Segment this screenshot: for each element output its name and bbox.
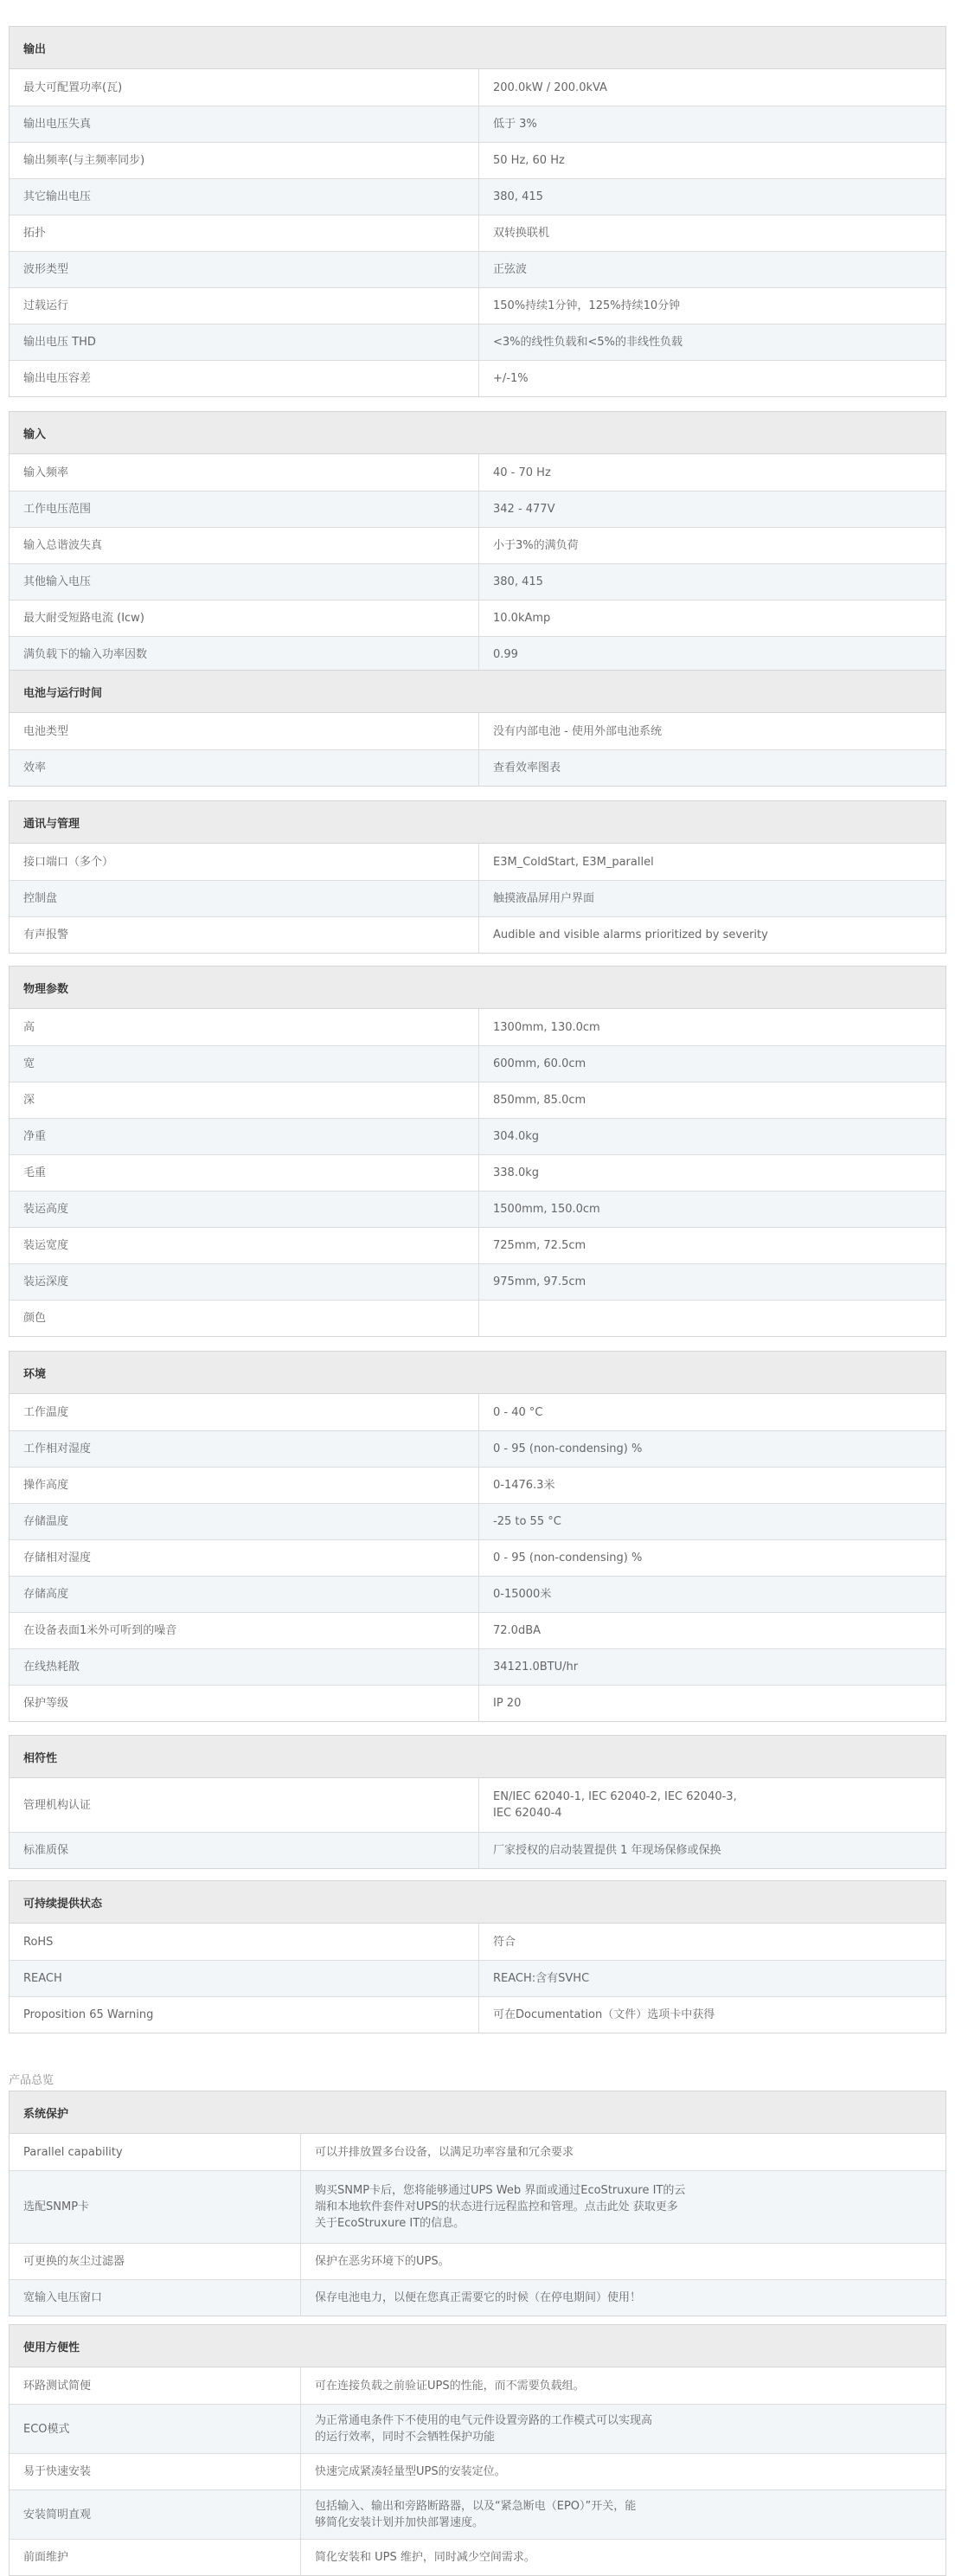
spec-label: 存储温度	[23, 1515, 69, 1528]
spec-value: 可在连接负载之前验证UPS的性能，而不需要负载组。	[315, 2379, 585, 2393]
spec-value-cell	[479, 601, 945, 636]
spec-label-cell	[10, 1119, 479, 1154]
spec-value: 没有内部电池 - 使用外部电池系统	[493, 724, 662, 738]
spec-row	[10, 1924, 945, 1960]
overview-label: 产品总览	[9, 2074, 54, 2087]
spec-label: 输出频率(与主频率同步)	[23, 154, 145, 167]
spec-label: RoHS	[23, 1935, 54, 1949]
spec-value: 厂家授权的启动装置提供 1 年现场保修或保换	[493, 1844, 721, 1857]
spec-value: IP 20	[493, 1697, 522, 1710]
spec-row	[10, 2170, 945, 2243]
spec-label: 最大可配置功率(瓦)	[23, 80, 123, 94]
specs-section-4	[9, 966, 946, 1337]
spec-row	[10, 1227, 945, 1263]
spec-label: 工作相对湿度	[23, 1442, 92, 1455]
specs-section-0	[9, 26, 946, 397]
spec-value: 0 - 95 (non-condensing) %	[493, 1442, 643, 1455]
spec-row	[10, 600, 945, 636]
spec-label: 操作高度	[23, 1479, 69, 1492]
spec-row	[10, 1430, 945, 1467]
section-title: 使用方便性	[10, 2325, 945, 2367]
spec-row	[10, 1191, 945, 1227]
spec-label-cell	[10, 288, 479, 324]
spec-row	[10, 1394, 945, 1430]
spec-value-cell	[479, 750, 945, 786]
spec-label: Parallel capability	[23, 2145, 123, 2159]
spec-row	[10, 1685, 945, 1721]
spec-value-cell	[479, 1468, 945, 1503]
spec-label-cell	[10, 2280, 301, 2316]
spec-row	[10, 1832, 945, 1868]
spec-value: 1300mm, 130.0cm	[493, 1020, 600, 1034]
spec-row	[10, 287, 945, 324]
specs-section-3	[9, 800, 946, 954]
spec-label: 波形类型	[23, 263, 69, 276]
spec-row	[10, 1612, 945, 1648]
spec-label: 工作温度	[23, 1405, 69, 1419]
spec-value-cell	[479, 1192, 945, 1227]
spec-row	[10, 1045, 945, 1082]
spec-row	[10, 880, 945, 916]
spec-value: 0.99	[493, 648, 518, 661]
spec-label-cell	[10, 1046, 479, 1082]
spec-row	[10, 844, 945, 880]
spec-value-cell	[301, 2367, 945, 2404]
spec-label-cell	[10, 528, 479, 563]
spec-row	[10, 1996, 945, 2033]
spec-label: 输入频率	[23, 466, 69, 479]
spec-value: EN/IEC 62040-1, IEC 62040-2, IEC 62040-3, IEC 62040-4	[493, 1790, 737, 1820]
spec-row	[10, 1009, 945, 1045]
spec-value-cell	[301, 2490, 945, 2539]
spec-row	[10, 1648, 945, 1685]
spec-row	[10, 563, 945, 600]
spec-row	[10, 1503, 945, 1539]
spec-value: 40 - 70 Hz	[493, 466, 551, 479]
spec-label-cell	[10, 1686, 479, 1721]
spec-value: 小于3%的满负荷	[493, 539, 579, 552]
spec-label: 其它输出电压	[23, 190, 92, 203]
spec-value-cell	[479, 1046, 945, 1082]
section-title: 物理参数	[10, 967, 945, 1009]
spec-value: 0-1476.3米	[493, 1479, 555, 1492]
spec-value: 304.0kg	[493, 1130, 539, 1143]
spec-label-cell	[10, 1431, 479, 1467]
spec-value: 保存电池电力，以便在您真正需要它的时候（在停电期间）使用！	[315, 2291, 642, 2304]
spec-label: 装运高度	[23, 1203, 69, 1216]
spec-row	[10, 1154, 945, 1191]
spec-row	[10, 360, 945, 396]
spec-value-cell	[301, 2540, 945, 2575]
spec-label: 标准质保	[23, 1844, 69, 1857]
spec-row	[10, 2367, 945, 2404]
spec-label: 净重	[23, 1130, 47, 1143]
spec-value-cell	[479, 1997, 945, 2033]
spec-label: 电池类型	[23, 724, 69, 738]
spec-value-cell	[479, 1264, 945, 1300]
section-title: 相符性	[10, 1736, 945, 1778]
spec-label-cell	[10, 1613, 479, 1648]
spec-row	[10, 1118, 945, 1154]
spec-label: 在线热耗散	[23, 1661, 80, 1673]
spec-label-cell	[10, 750, 479, 786]
spec-label-cell	[10, 179, 479, 215]
spec-row	[10, 454, 945, 491]
spec-row	[10, 215, 945, 251]
spec-value: 150%持续1分钟，125%持续10分钟	[493, 299, 681, 312]
spec-value: 购买SNMP卡后，您将能够通过UPS Web 界面或通过EcoStruxure IT的云 端和本地软件套件对UPS的状态进行远程监控和管理。点击此处 获取更多 关于EcoStruxure IT的信息。	[315, 2184, 686, 2230]
spec-label: 前面维护	[23, 2551, 69, 2564]
spec-value: 850mm, 85.0cm	[493, 1094, 586, 1107]
spec-value: 可在Documentation（文件）选项卡中获得	[493, 2008, 715, 2021]
spec-label-cell	[10, 252, 479, 287]
spec-label-cell	[10, 1264, 479, 1300]
spec-label-cell	[10, 2454, 301, 2489]
spec-value: 72.0dBA	[493, 1624, 542, 1637]
spec-label: 输出电压容差	[23, 372, 92, 385]
specs-section-5	[9, 1351, 946, 1722]
spec-row	[10, 2134, 945, 2170]
overview-section-0	[9, 2091, 946, 2316]
spec-value: 快速完成紧凑轻量型UPS的安装定位。	[315, 2465, 506, 2478]
spec-label: 拓扑	[23, 227, 47, 240]
spec-label: 输入总谐波失真	[23, 539, 103, 552]
spec-value-cell	[479, 215, 945, 251]
spec-value-cell	[479, 1961, 945, 1996]
spec-value-cell	[479, 324, 945, 360]
spec-value-cell	[479, 881, 945, 916]
spec-value: E3M_ColdStart, E3M_parallel	[493, 855, 654, 869]
spec-row	[10, 916, 945, 953]
spec-label-cell	[10, 1577, 479, 1612]
spec-label: 深	[23, 1094, 35, 1107]
spec-value-cell	[479, 1394, 945, 1430]
spec-label-cell	[10, 637, 479, 672]
spec-label-cell	[10, 1228, 479, 1263]
spec-label: 颜色	[23, 1312, 47, 1325]
spec-value: 保护在恶劣环境下的UPS。	[315, 2255, 450, 2268]
spec-row	[10, 1300, 945, 1336]
spec-label: 接口端口（多个）	[23, 855, 114, 869]
spec-label-cell	[10, 1924, 479, 1960]
spec-label-cell	[10, 1468, 479, 1503]
spec-label-cell	[10, 1394, 479, 1430]
spec-value: 975mm, 97.5cm	[493, 1275, 586, 1288]
spec-label: 选配SNMP卡	[23, 2200, 90, 2213]
spec-row	[10, 713, 945, 749]
spec-label: 工作电压范围	[23, 503, 92, 516]
spec-label-cell	[10, 361, 479, 396]
spec-label: 环路测试简便	[23, 2379, 92, 2393]
spec-value-cell	[301, 2171, 945, 2243]
spec-row	[10, 527, 945, 563]
spec-row	[10, 69, 945, 106]
spec-value: 1500mm, 150.0cm	[493, 1203, 600, 1216]
spec-value-cell	[479, 1082, 945, 1118]
spec-label-cell	[10, 2244, 301, 2279]
spec-label-cell	[10, 1997, 479, 2033]
spec-value-cell	[301, 2244, 945, 2279]
spec-row	[10, 1778, 945, 1832]
section-title: 可持续提供状态	[10, 1881, 945, 1924]
spec-row	[10, 1539, 945, 1576]
spec-value: 380, 415	[493, 190, 543, 203]
spec-label-cell	[10, 1778, 479, 1832]
spec-label-cell	[10, 601, 479, 636]
spec-value: 简化安装和 UPS 维护，同时减少空间需求。	[315, 2551, 535, 2564]
spec-value: 查看效率图表	[493, 761, 561, 774]
spec-label: 装运深度	[23, 1275, 69, 1288]
spec-value: 低于 3%	[493, 118, 537, 131]
spec-value-cell	[479, 1504, 945, 1539]
spec-label: 存储相对湿度	[23, 1551, 92, 1564]
spec-value: 725mm, 72.5cm	[493, 1239, 586, 1252]
spec-value-cell	[479, 252, 945, 287]
spec-row	[10, 749, 945, 786]
spec-label-cell	[10, 454, 479, 491]
spec-row	[10, 2279, 945, 2316]
spec-row	[10, 324, 945, 360]
section-title: 输出	[10, 27, 945, 69]
spec-value-cell	[479, 1228, 945, 1263]
spec-label: 满负载下的输入功率因数	[23, 648, 148, 661]
spec-label-cell	[10, 324, 479, 360]
spec-label-cell	[10, 2171, 301, 2243]
spec-label-cell	[10, 215, 479, 251]
spec-value: 0-15000米	[493, 1588, 552, 1601]
section-title: 输入	[10, 412, 945, 454]
spec-value-cell	[479, 1833, 945, 1868]
spec-value-cell	[479, 1540, 945, 1576]
spec-value-cell	[479, 1577, 945, 1612]
section-title: 系统保护	[10, 2091, 945, 2134]
spec-value-cell	[479, 361, 945, 396]
spec-label: REACH	[23, 1972, 62, 1985]
spec-value: 380, 415	[493, 575, 543, 588]
spec-value: 符合	[493, 1935, 516, 1949]
spec-value: 为正常通电条件下不使用的电气元件设置旁路的工作模式可以实现高 的运行效率，同时不会牺牲保护功能	[315, 2414, 653, 2444]
spec-row	[10, 251, 945, 287]
spec-label-cell	[10, 713, 479, 749]
spec-row	[10, 2453, 945, 2489]
spec-label-cell	[10, 1082, 479, 1118]
spec-value-cell	[479, 564, 945, 600]
spec-row	[10, 1082, 945, 1118]
spec-label: 可更换的灰尘过滤器	[23, 2255, 125, 2268]
spec-value-cell	[479, 288, 945, 324]
spec-value: 触摸液晶屏用户界面	[493, 892, 595, 905]
spec-label: 有声报警	[23, 928, 69, 941]
spec-value-cell	[479, 1778, 945, 1832]
spec-value: <3%的线性负载和<5%的非线性负载	[493, 336, 683, 349]
spec-value-cell	[479, 1009, 945, 1045]
spec-label: Proposition 65 Warning	[23, 2008, 154, 2021]
spec-value: 可以并排放置多台设备，以满足功率容量和冗余要求	[315, 2145, 574, 2159]
spec-label: 保护等级	[23, 1697, 69, 1710]
spec-row	[10, 636, 945, 672]
spec-label: 毛重	[23, 1166, 47, 1179]
spec-value-cell	[479, 917, 945, 953]
spec-value: 50 Hz, 60 Hz	[493, 154, 565, 167]
spec-label-cell	[10, 491, 479, 527]
spec-row	[10, 178, 945, 215]
section-title: 通讯与管理	[10, 801, 945, 844]
spec-label: 效率	[23, 761, 47, 774]
spec-label-cell	[10, 881, 479, 916]
spec-label: 控制盘	[23, 892, 58, 905]
spec-label-cell	[10, 1649, 479, 1685]
spec-value: 0 - 40 °C	[493, 1405, 543, 1419]
spec-value: Audible and visible alarms prioritized by severity	[493, 928, 768, 941]
spec-value-cell	[479, 69, 945, 106]
spec-value: -25 to 55 °C	[493, 1515, 561, 1528]
spec-value-cell	[479, 106, 945, 142]
spec-label: 装运宽度	[23, 1239, 69, 1252]
spec-value: 0 - 95 (non-condensing) %	[493, 1551, 643, 1564]
spec-value-cell	[479, 713, 945, 749]
spec-label-cell	[10, 1301, 479, 1336]
spec-label-cell	[10, 1961, 479, 1996]
spec-row	[10, 2539, 945, 2575]
spec-label-cell	[10, 1192, 479, 1227]
spec-value-cell	[479, 844, 945, 880]
spec-label-cell	[10, 2134, 301, 2170]
spec-label-cell	[10, 1833, 479, 1868]
spec-row	[10, 491, 945, 527]
spec-row	[10, 142, 945, 178]
spec-value: 34121.0BTU/hr	[493, 1661, 579, 1673]
spec-value-cell	[479, 1924, 945, 1960]
spec-label-cell	[10, 1155, 479, 1191]
spec-row	[10, 1960, 945, 1996]
spec-label-cell	[10, 1540, 479, 1576]
spec-label: 输出电压 THD	[23, 336, 96, 349]
spec-label: 输出电压失真	[23, 118, 92, 131]
spec-label: 安装简明直观	[23, 2508, 92, 2521]
specs-section-1	[9, 411, 946, 673]
spec-row	[10, 106, 945, 142]
spec-value: 双转换联机	[493, 227, 550, 240]
spec-row	[10, 2404, 945, 2453]
spec-value: 342 - 477V	[493, 503, 555, 516]
spec-label-cell	[10, 844, 479, 880]
spec-label: 存储高度	[23, 1588, 69, 1601]
spec-label-cell	[10, 2540, 301, 2575]
spec-value-cell	[479, 1301, 945, 1336]
spec-value-cell	[479, 1119, 945, 1154]
spec-label: 其他输入电压	[23, 575, 92, 588]
spec-value: 200.0kW / 200.0kVA	[493, 80, 607, 94]
spec-row	[10, 2243, 945, 2279]
spec-label-cell	[10, 106, 479, 142]
spec-label: 过载运行	[23, 299, 69, 312]
spec-label-cell	[10, 1009, 479, 1045]
spec-value-cell	[301, 2134, 945, 2170]
spec-value-cell	[479, 1613, 945, 1648]
section-title: 环境	[10, 1352, 945, 1394]
spec-label-cell	[10, 2490, 301, 2539]
specs-section-2	[9, 670, 946, 787]
section-title: 电池与运行时间	[10, 671, 945, 713]
spec-row	[10, 2489, 945, 2539]
overview-section-1	[9, 2324, 946, 2576]
spec-label: 在设备表面1米外可听到的噪音	[23, 1624, 177, 1637]
spec-value: +/-1%	[493, 372, 529, 385]
spec-label: 管理机构认证	[23, 1798, 92, 1812]
spec-value-cell	[301, 2280, 945, 2316]
spec-value: 338.0kg	[493, 1166, 539, 1179]
spec-value-cell	[301, 2405, 945, 2453]
spec-value-cell	[479, 1155, 945, 1191]
spec-value: 包括输入、输出和旁路断路器，以及“紧急断电（EPO）”开关，能 够简化安装计划并加快部署速度。	[315, 2500, 637, 2529]
spec-label-cell	[10, 2367, 301, 2404]
spec-value-cell	[479, 637, 945, 672]
spec-value: 600mm, 60.0cm	[493, 1057, 586, 1070]
spec-label: ECO模式	[23, 2422, 70, 2436]
spec-value-cell	[479, 528, 945, 563]
spec-value: REACH:含有SVHC	[493, 1972, 590, 1985]
spec-label: 宽输入电压窗口	[23, 2291, 103, 2304]
spec-label-cell	[10, 917, 479, 953]
specs-section-6	[9, 1735, 946, 1869]
spec-value-cell	[479, 1649, 945, 1685]
spec-value-cell	[479, 454, 945, 491]
spec-value-cell	[479, 179, 945, 215]
spec-value-cell	[479, 1431, 945, 1467]
spec-row	[10, 1467, 945, 1503]
spec-label: 易于快速安装	[23, 2465, 92, 2478]
spec-value-cell	[479, 143, 945, 178]
spec-value: 10.0kAmp	[493, 612, 551, 625]
spec-value: 正弦波	[493, 263, 528, 276]
spec-row	[10, 1576, 945, 1612]
spec-label-cell	[10, 143, 479, 178]
spec-label-cell	[10, 1504, 479, 1539]
spec-value-cell	[479, 1686, 945, 1721]
spec-label-cell	[10, 564, 479, 600]
spec-value-cell	[479, 491, 945, 527]
spec-label-cell	[10, 2405, 301, 2453]
spec-label: 最大耐受短路电流 (Icw)	[23, 612, 144, 625]
spec-label: 高	[23, 1020, 35, 1034]
specs-section-7	[9, 1880, 946, 2033]
spec-row	[10, 1263, 945, 1300]
spec-label: 宽	[23, 1057, 35, 1070]
spec-label-cell	[10, 69, 479, 106]
spec-value-cell	[301, 2454, 945, 2489]
